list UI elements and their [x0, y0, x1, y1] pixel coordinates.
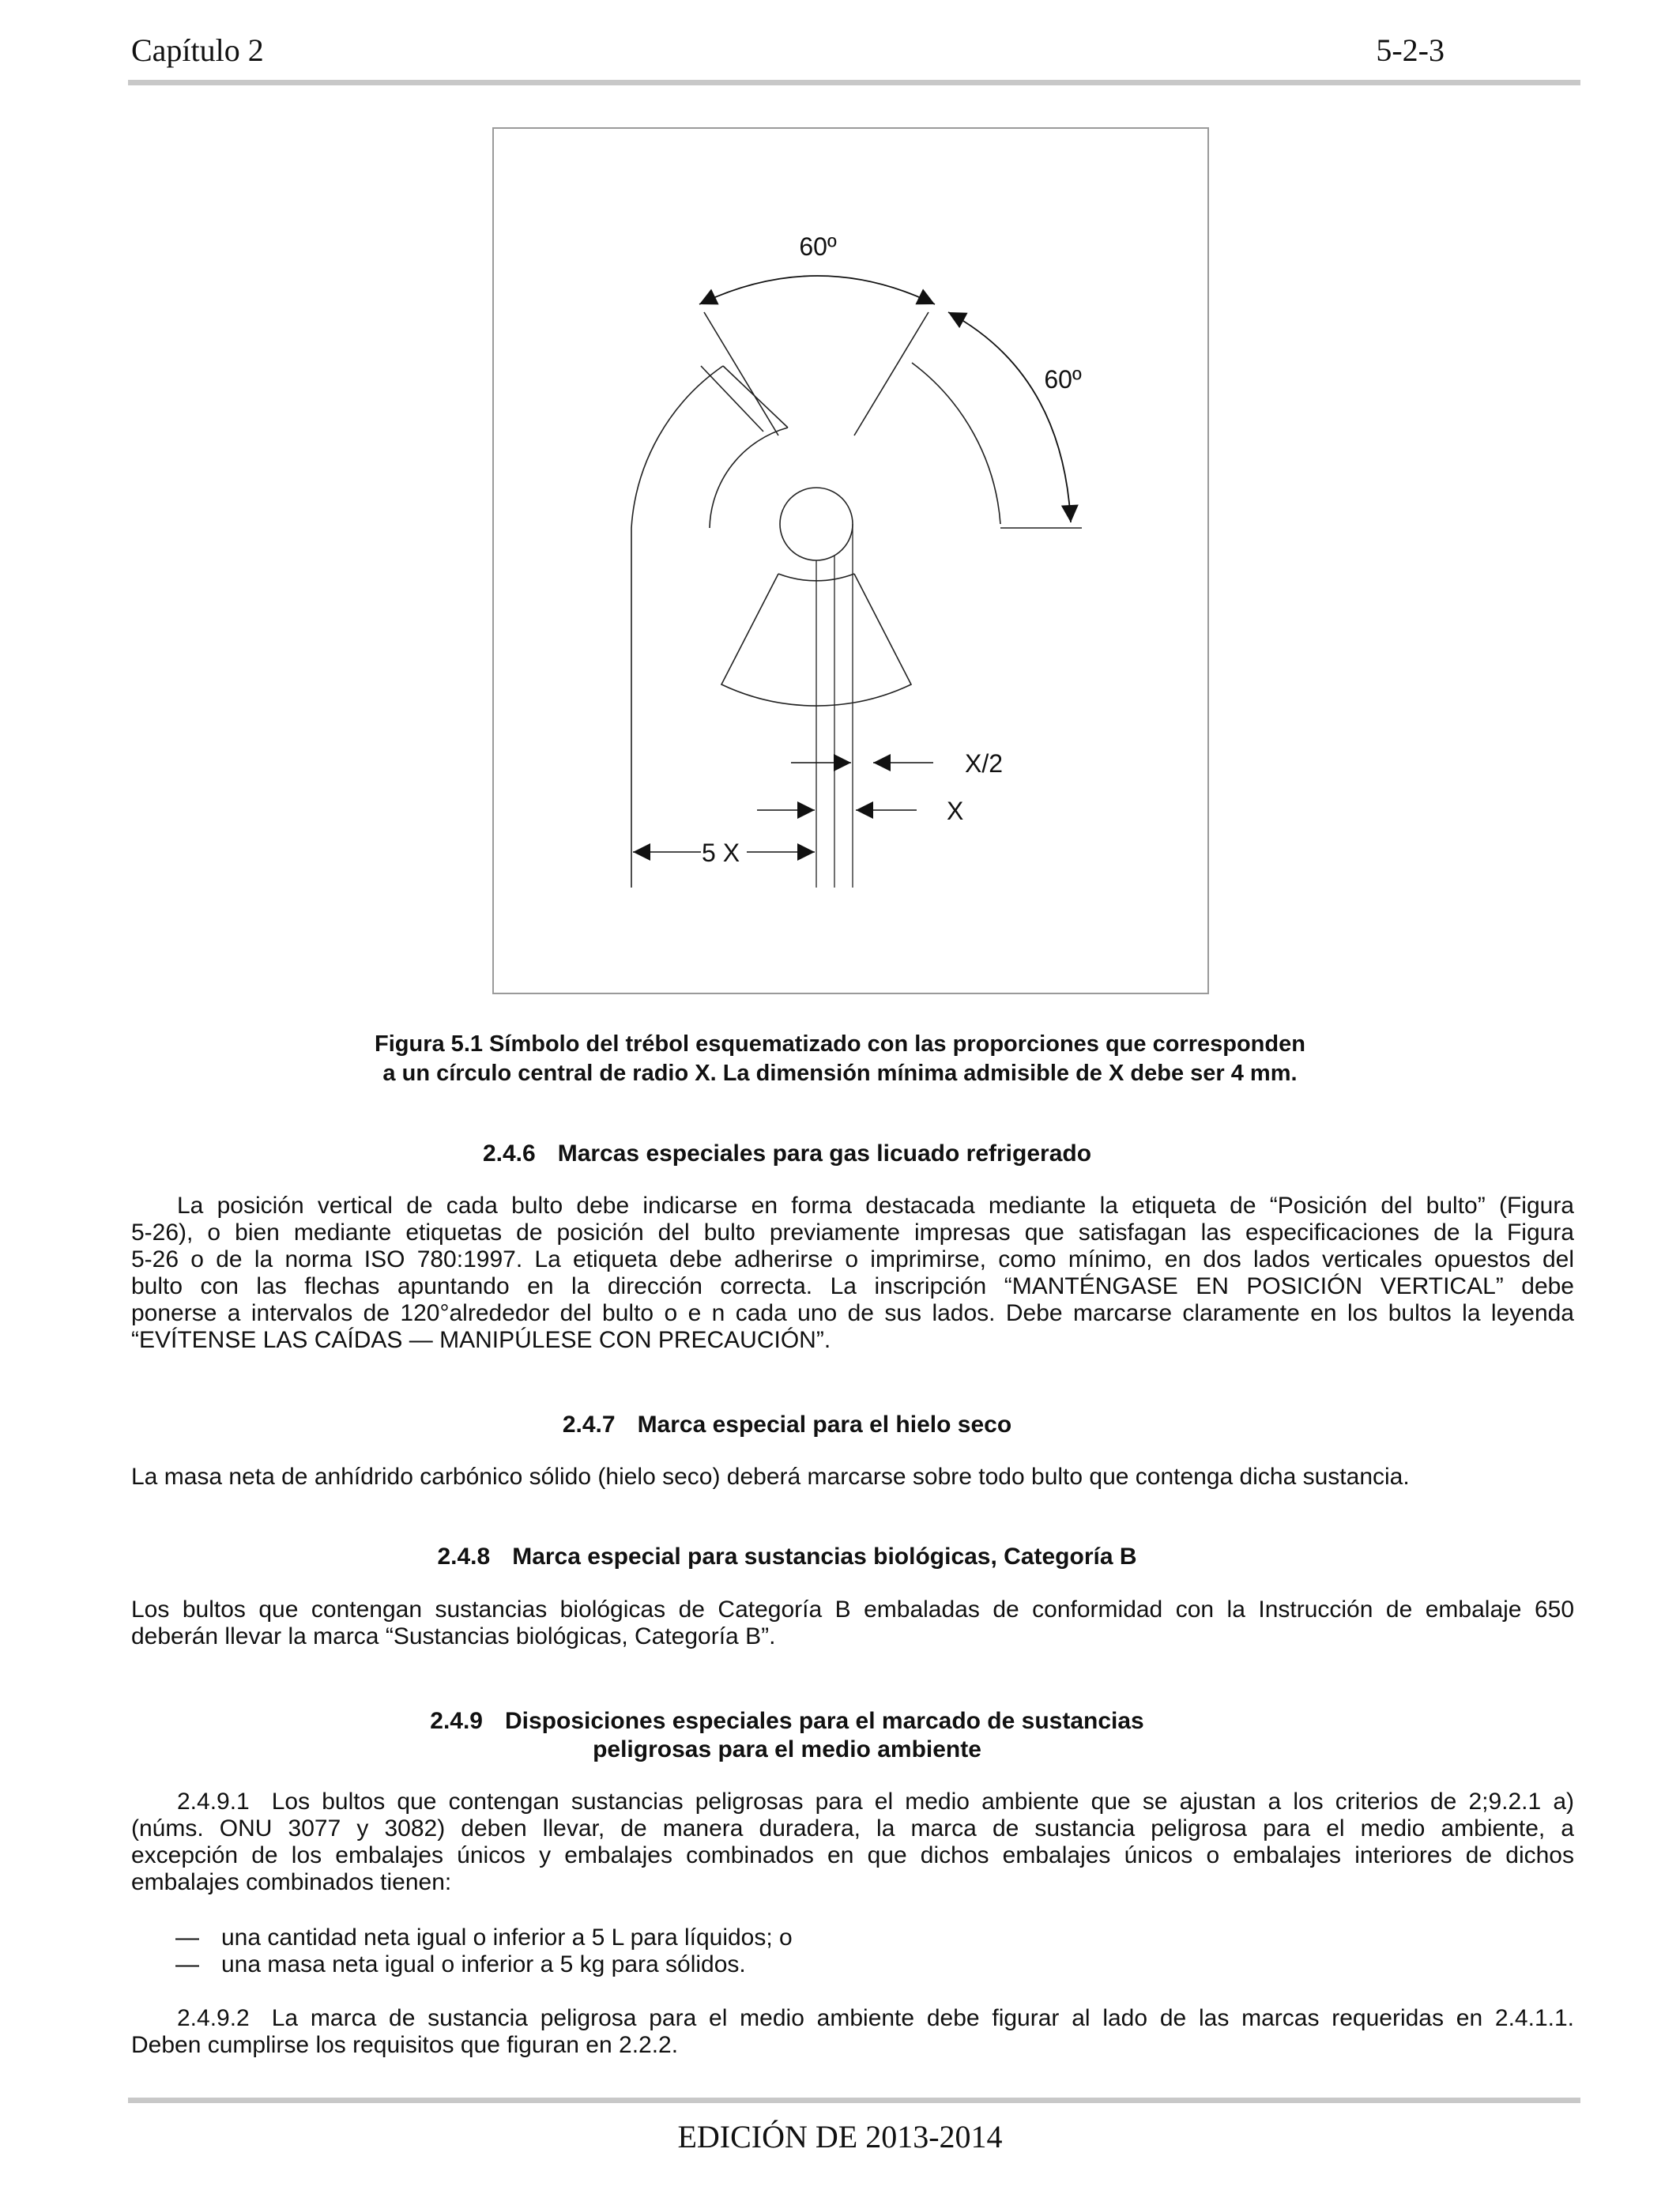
- paragraph-number: 2.4.9.1: [177, 1789, 250, 1815]
- body-line: La marca de sustancia peligrosa para el medio ambiente debe figurar al lado de las marcas requeridas en 2.4.1.1.: [271, 2005, 1574, 2031]
- list-dash: —: [175, 1951, 199, 1977]
- body-line: La posición vertical de cada bulto debe indicarse en forma destacada mediante la etiqueta de “Posición del bulto” (Figura: [177, 1193, 1574, 1219]
- body-line: 5-26), o bien mediante etiquetas de posición del bulto previamente impresas que satisfagan las especificaciones de la Figura: [131, 1220, 1574, 1246]
- body-line: 5-26 o de la norma ISO 780:1997. La etiqueta debe adherirse o imprimirse, como mínimo, en dos lados verticales opuestos del: [131, 1246, 1574, 1272]
- body-line: Los bultos que contengan sustancias peligrosas para el medio ambiente que se ajustan a los criterios de 2;9.2.1 a): [271, 1789, 1574, 1815]
- section-number: 2.4.6: [482, 1140, 536, 1167]
- chapter-label: Capítulo 2: [131, 32, 264, 68]
- list-item-text: una cantidad neta igual o inferior a 5 L para líquidos; o: [221, 1924, 793, 1951]
- edition-footer: EDICIÓN DE 2013-2014: [677, 2119, 1003, 2154]
- section-2-4-8-title: [131, 1541, 1443, 1573]
- body-line: embalajes combinados tienen:: [131, 1869, 452, 1895]
- body-line: bulto con las flechas apuntando en la dirección correcta. La inscripción “MANTÉNGASE EN POSICIÓN VERTICAL” debe: [131, 1273, 1574, 1299]
- section-2-4-7-title: [131, 1409, 1443, 1441]
- figure-caption-line2: a un círculo central de radio X. La dimensión mínima admisible de X debe ser 4 mm.: [382, 1061, 1298, 1086]
- body-line: (núms. ONU 3077 y 3082) deben llevar, de manera duradera, la marca de sustancia peligrosa para el medio ambiente, a: [131, 1815, 1574, 1842]
- body-line: excepción de los embalajes únicos y embalajes combinados en que dichos embalajes únicos o embalajes interiores de dichos: [131, 1842, 1574, 1868]
- section-2-4-9-2-body: [131, 2005, 1574, 2059]
- x-label: X: [947, 797, 964, 825]
- figure-frame: [492, 127, 1209, 994]
- section-2-4-6-title: [131, 1138, 1443, 1170]
- central-circle: [780, 488, 853, 560]
- section-title-text: Disposiciones especiales para el marcado de sustancias: [505, 1708, 1144, 1734]
- body-line: “EVÍTENSE LAS CAÍDAS — MANIPÚLESE CON PRECAUCIÓN”.: [131, 1327, 831, 1353]
- five-x-label: 5 X: [702, 839, 740, 867]
- section-number: 2.4.7: [562, 1412, 616, 1438]
- section-2-4-6-body: [131, 1193, 1574, 1354]
- body-line: Los bultos que contengan sustancias biológicas de Categoría B embaladas de conformidad con la Instrucción de embalaje 650: [131, 1596, 1574, 1623]
- section-2-4-7-body: La masa neta de anhídrido carbónico sólido (hielo seco) deberá marcarse sobre todo bulto que contenga dicha sustancia.: [131, 1464, 1410, 1490]
- section-title-text: Marcas especiales para gas licuado refrigerado: [557, 1140, 1092, 1167]
- section-2-4-8-body: [131, 1596, 1574, 1650]
- paragraph-number: 2.4.9.2: [177, 2005, 250, 2031]
- angle-right-label: 60º: [1044, 365, 1082, 394]
- body-line: deberán llevar la marca “Sustancias biológicas, Categoría B”.: [131, 1623, 776, 1649]
- figure-caption-line1: Figura 5.1 Símbolo del trébol esquematizado con las proporciones que corresponden: [375, 1031, 1305, 1057]
- page-header: [131, 32, 1445, 79]
- section-title-text: Marca especial para sustancias biológicas, Categoría B: [512, 1544, 1137, 1570]
- body-line: ponerse a intervalos de 120°alrededor del bulto o e n cada uno de sus lados. Debe marcarse claramente en los bultos la leyenda: [131, 1300, 1574, 1326]
- angle-top-label: 60º: [799, 232, 837, 261]
- section-2-4-9-title-line2: peligrosas para el medio ambiente: [593, 1736, 981, 1762]
- list-item: [175, 1951, 746, 1978]
- section-title-text: Marca especial para el hielo seco: [637, 1412, 1012, 1438]
- section-number: 2.4.9: [430, 1708, 483, 1734]
- trefoil-diagram: [494, 129, 1211, 996]
- footer-rule: [128, 2098, 1580, 2103]
- list-item-text: una masa neta igual o inferior a 5 kg para sólidos.: [221, 1951, 746, 1977]
- section-2-4-9-1-body: [131, 1789, 1574, 1896]
- section-2-4-9-title: [131, 1706, 1443, 1737]
- header-rule: [128, 80, 1580, 85]
- half-x-label: X/2: [965, 749, 1004, 778]
- section-number: 2.4.8: [437, 1544, 491, 1570]
- list-dash: —: [175, 1924, 199, 1951]
- body-line: Deben cumplirse los requisitos que figuran en 2.2.2.: [131, 2032, 679, 2058]
- page-number: 5-2-3: [1376, 32, 1445, 68]
- list-item: [175, 1924, 793, 1951]
